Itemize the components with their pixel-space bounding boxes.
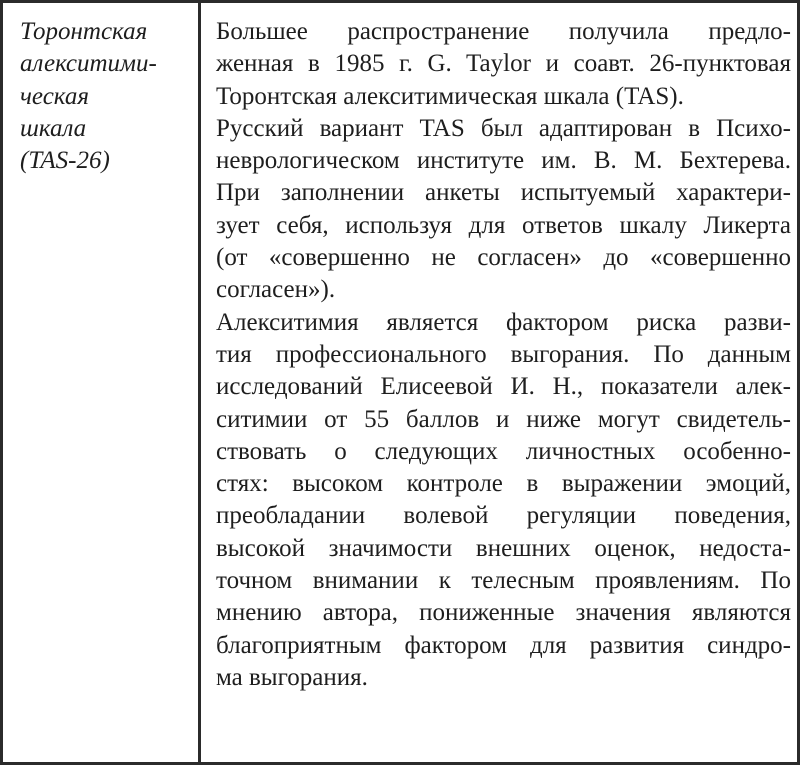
text-line: Большее распространение получила предло- bbox=[216, 18, 791, 45]
paragraph-origin bbox=[216, 16, 791, 113]
text-line: ситимии от 55 баллов и ниже могут свидетель- bbox=[216, 405, 791, 433]
text-line: тия профессионального выгорания. По данным bbox=[216, 340, 791, 368]
text-line: зует себя, используя для ответов шкалу Ликерта bbox=[216, 211, 791, 239]
text-line: согласен»). bbox=[216, 276, 336, 304]
text-line: (от «совершенно не согласен» до «совершенно bbox=[216, 244, 791, 272]
term-name bbox=[20, 16, 198, 177]
paragraph-russian-version bbox=[216, 113, 791, 307]
term-line: Торонтская bbox=[20, 18, 148, 45]
text-line: женная в 1985 г. G. Taylor и соавт. 26-пунктовая bbox=[216, 50, 791, 78]
text-line: ствовать о следующих личностных особенно- bbox=[216, 437, 791, 465]
paragraph-burnout-risk bbox=[216, 307, 791, 695]
text-line: Русский вариант TAS был адаптирован в Психо- bbox=[216, 114, 791, 142]
text-line: Алекситимия является фактором риска разви- bbox=[216, 308, 791, 336]
text-line: ма выгорания. bbox=[216, 663, 368, 691]
term-cell bbox=[3, 3, 201, 762]
text-line: стях: высоком контроле в выражении эмоций, bbox=[216, 470, 791, 498]
text-line: преобладании волевой регуляции поведения, bbox=[216, 502, 791, 530]
term-line: ческая bbox=[20, 82, 89, 110]
term-line: алекситими- bbox=[20, 50, 157, 78]
term-line: (TAS-26) bbox=[20, 147, 110, 175]
term-line: шкала bbox=[20, 114, 87, 142]
text-line: благоприятным фактором для развития синдро- bbox=[216, 631, 791, 659]
text-line: исследований Елисеевой И. Н., показатели алек- bbox=[216, 373, 791, 401]
text-line: точном внимании к телесным проявлениям. По bbox=[216, 567, 791, 595]
description-cell bbox=[201, 3, 797, 762]
text-line: мнению автора, пониженные значения являются bbox=[216, 599, 791, 627]
text-line: высокой значимости внешних оценок, недоста- bbox=[216, 534, 791, 562]
text-line: неврологическом институте им. В. М. Бехтерева. bbox=[216, 147, 791, 175]
text-line: При заполнении анкеты испытуемый характери- bbox=[216, 179, 791, 207]
text-line: Торонтская алекситимическая шкала (TAS). bbox=[216, 82, 684, 110]
